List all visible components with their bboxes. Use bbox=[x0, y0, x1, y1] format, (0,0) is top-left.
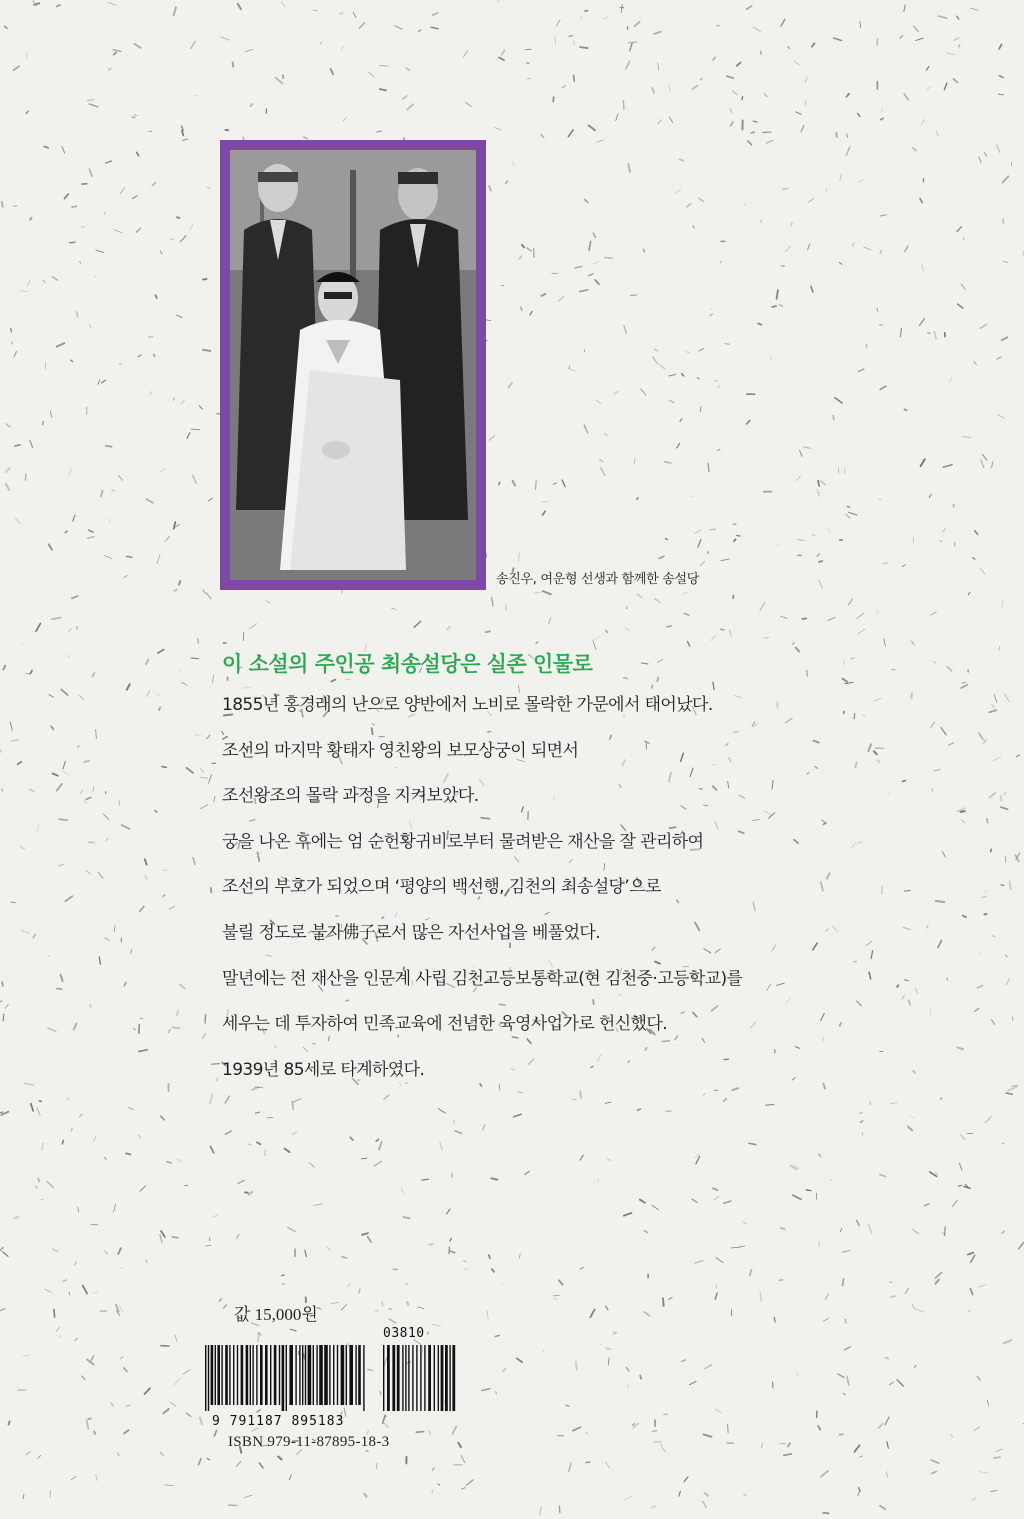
isbn-number: ISBN 979-11-87895-18-3 bbox=[228, 1434, 390, 1450]
body-line: 1855년 홍경래의 난으로 양반에서 노비로 몰락한 가문에서 태어났다. bbox=[222, 695, 713, 715]
body-line: 조선의 마지막 황태자 영친왕의 보모상궁이 되면서 bbox=[222, 740, 579, 761]
body-line: 조선왕조의 몰락 과정을 지켜보았다. bbox=[222, 786, 479, 807]
price-label: 값 15,000원 bbox=[234, 1305, 318, 1324]
body-line: 세우는 데 투자하여 민족교육에 전념한 육영사업가로 헌신했다. bbox=[222, 1014, 667, 1035]
barcode-digits: 9 791187 895183 bbox=[212, 1414, 345, 1429]
body-line: 1939년 85세로 타계하였다. bbox=[222, 1059, 425, 1080]
photo-caption: 송진우, 여운형 선생과 함께한 송설당 bbox=[496, 572, 700, 587]
body-line: 불릴 정도로 불자佛子로서 많은 자선사업을 베풀었다. bbox=[222, 922, 601, 943]
description-text bbox=[222, 688, 872, 1098]
historical-photo bbox=[230, 150, 476, 580]
body-line: 궁을 나온 후에는 엄 순헌황귀비로부터 물려받은 재산을 잘 관리하여 bbox=[222, 831, 704, 852]
body-line: 조선의 부호가 되었으며 ‘평양의 백선행, 김천의 최송설당’으로 bbox=[222, 877, 661, 898]
headline: 이 소설의 주인공 최송설당은 실존 인물로 bbox=[222, 652, 593, 676]
barcode-addon-digits: 03810 bbox=[383, 1326, 425, 1341]
body-line: 말년에는 전 재산을 인문계 사립 김천고등보통학교(현 김천중·고등학교)를 bbox=[222, 968, 743, 989]
historical-photo-frame bbox=[220, 140, 486, 590]
isbn-barcode bbox=[205, 1345, 465, 1415]
